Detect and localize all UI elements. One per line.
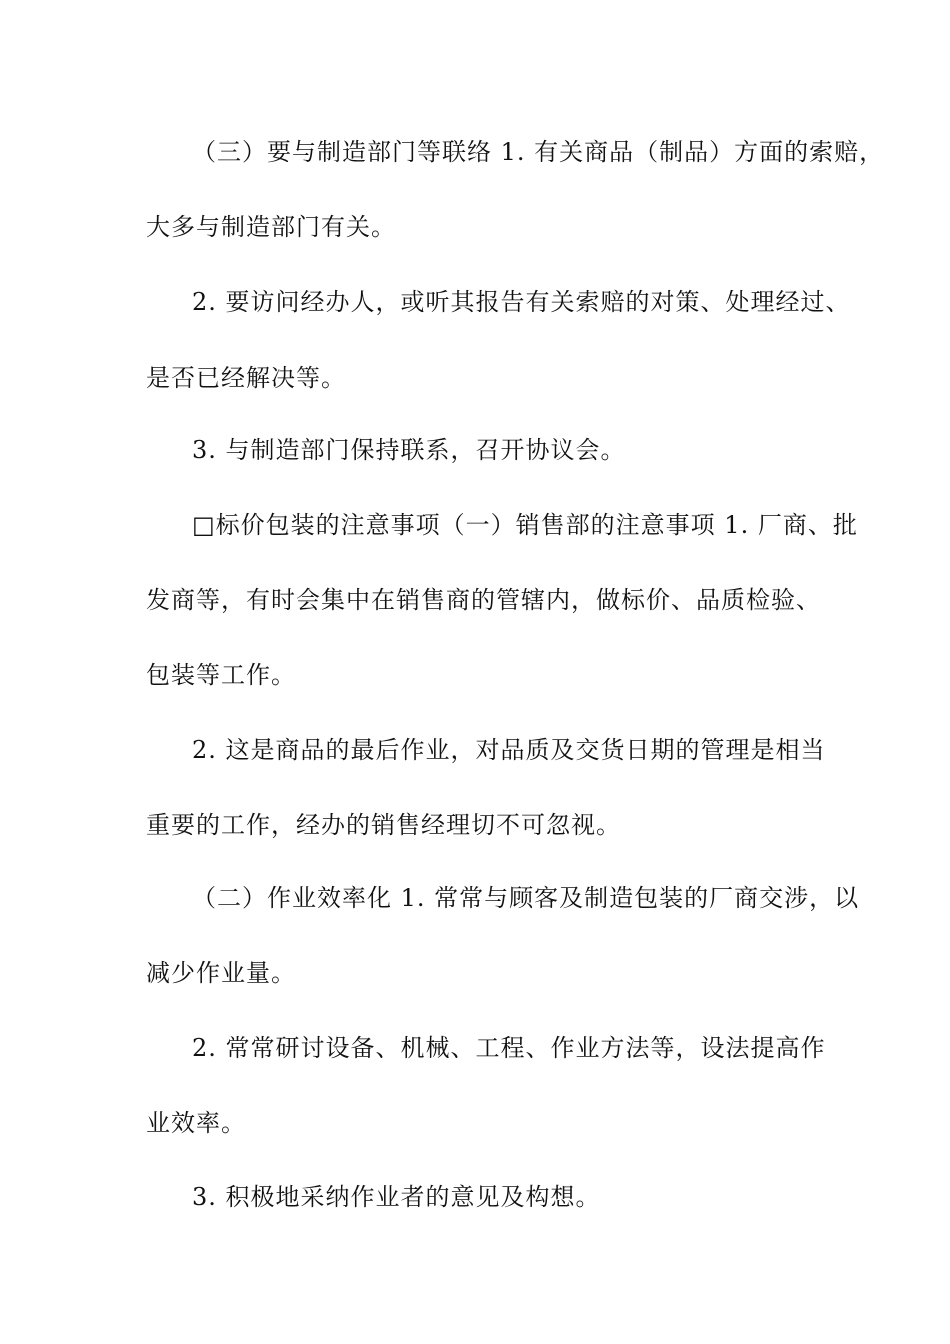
paragraph-line: 2. 这是商品的最后作业，对品质及交货日期的管理是相当 [192, 736, 826, 764]
paragraph-line: 包装等工作。 [146, 661, 296, 689]
paragraph-line: 业效率。 [146, 1109, 246, 1137]
paragraph-line: （三）要与制造部门等联络 1. 有关商品（制品）方面的索赔， [192, 138, 885, 166]
paragraph-line: 3. 与制造部门保持联系，召开协议会。 [192, 436, 626, 464]
paragraph-line: 重要的工作，经办的销售经理切不可忽视。 [146, 811, 621, 839]
paragraph-line: 3. 积极地采纳作业者的意见及构想。 [192, 1183, 601, 1211]
paragraph-line: （二）作业效率化 1. 常常与顾客及制造包装的厂商交涉，以 [192, 884, 860, 912]
paragraph-line: 减少作业量。 [146, 959, 296, 987]
paragraph-line: □标价包装的注意事项（一）销售部的注意事项 1. 厂商、批 [192, 511, 858, 539]
paragraph-line: 2. 要访问经办人，或听其报告有关索赔的对策、处理经过、 [192, 288, 851, 316]
paragraph-line: 2. 常常研讨设备、机械、工程、作业方法等，设法提高作 [192, 1034, 826, 1062]
paragraph-line: 是否已经解决等。 [146, 364, 346, 392]
paragraph-line: 大多与制造部门有关。 [146, 213, 396, 241]
paragraph-line: 发商等，有时会集中在销售商的管辖内，做标价、品质检验、 [146, 586, 821, 614]
